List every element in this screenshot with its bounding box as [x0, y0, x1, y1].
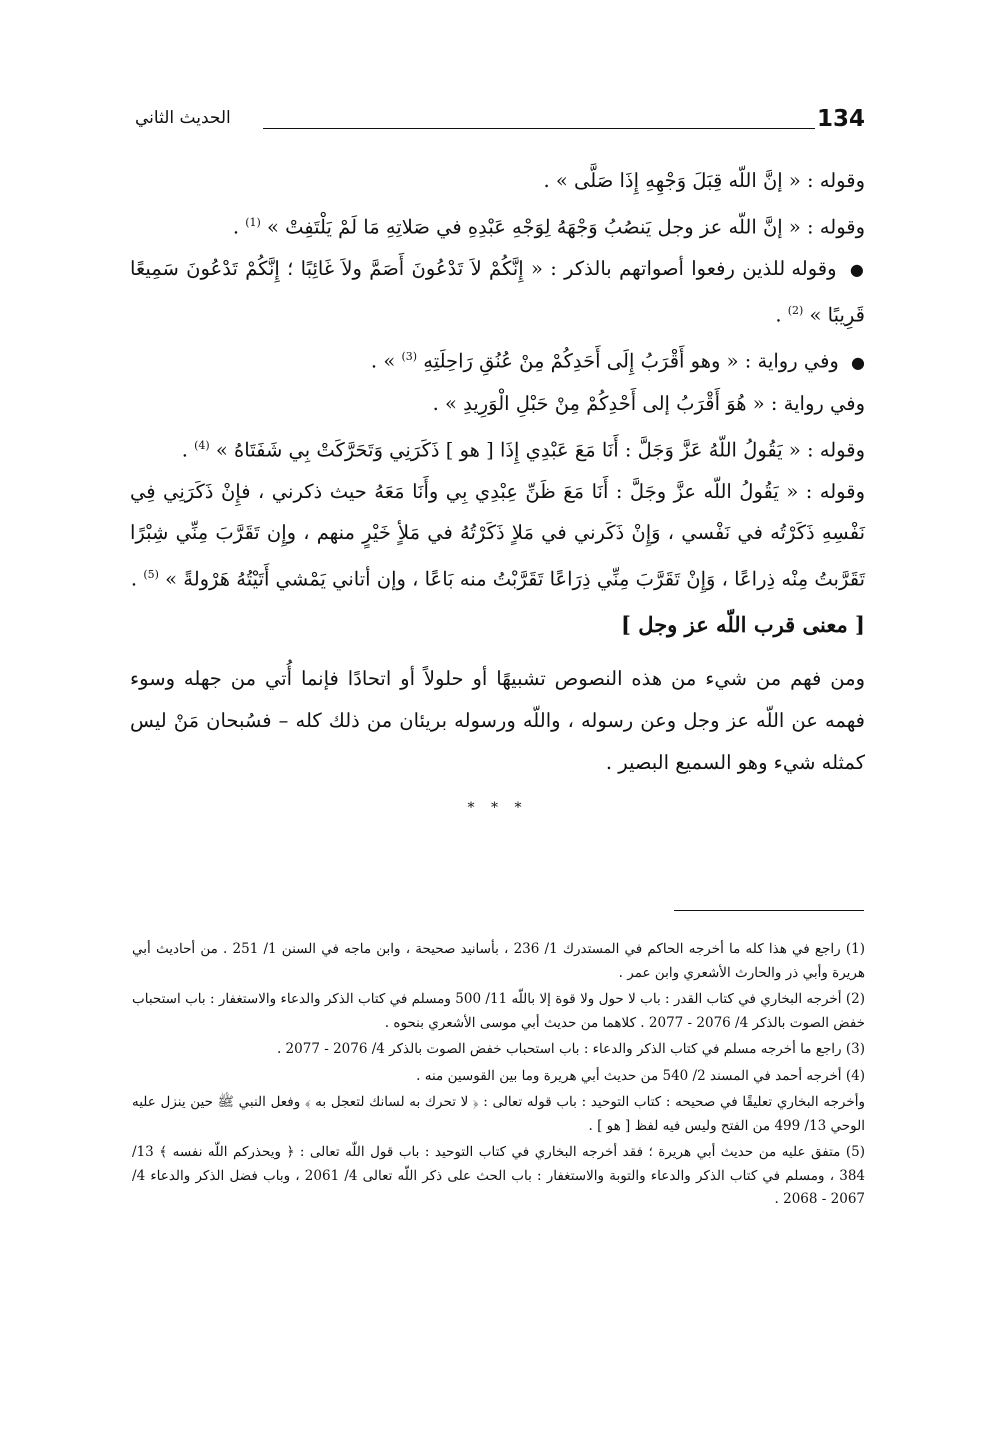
footnote-reference: (5) [143, 567, 159, 581]
header-rule [263, 128, 815, 129]
footnote: (3) راجع ما أخرجه مسلم في كتاب الذكر والدعاء : باب استحباب خفض الصوت بالذكر 4/ 2076 - 2077 . [276, 1041, 865, 1057]
footnote: وأخرجه البخاري تعليقًا في صحيحه : كتاب التوحيد : باب قوله تعالى : ﴿ لا تحرك به لسانك لتعجل به ﴾ وفعل النبي ﷺ حين ينزل عليه الوحي 13/ 499 من الفتح وليس فيه لفظ [ هو ] . [132, 1094, 865, 1134]
footnote-reference: (4) [194, 438, 210, 452]
paragraph: ومن فهم من شيء من هذه النصوص تشبيهًا أو حلولاً أو اتحادًا فإنما أُتي من جهله وسوء فهمه عن اللّه عز وجل وعن رسوله ، واللّه ورسوله بريئان من ذلك كله – فسُبحان مَنْ ليس كمثله شيء وهو السميع البصير . [130, 666, 865, 774]
footnote: (5) متفق عليه من حديث أبي هريرة ؛ فقد أخرجه البخاري في كتاب التوحيد : باب قول اللّه تعالى : ﴿ ويحذركم اللّه نفسه ﴾ 13/ 384 ، ومسلم في كتاب الذكر والدعاء والتوبة والاستغفار : باب الحث على ذكر اللّه تعالى 4/ 2061 ، وباب فضل الذكر والدعاء 4/ 2067 - 2068 . [132, 1144, 866, 1207]
footnote-reference: (1) [245, 215, 261, 229]
footnote: (4) أخرجه أحمد في المسند 2/ 540 من حديث أبي هريرة وما بين القوسين منه . [416, 1067, 865, 1084]
paragraph-text: وقوله : « يَقُولُ اللّه عزَّ وجَلَّ : أَنَا مَعَ ظَنِّ عِبْدِي بِي وأَنَا مَعَهُ حيث ذكرني ، فإِنْ ذَكَرَنِي فِي نَفْسِهِ ذَكَرْتُه في نَفْسي ، وَإِنْ ذَكَرني في مَلاٍ ذَكَرْتُهُ في مَلأٍ خَيْرٍ منهم ، وإِن تَقَرَّبَ مِنِّي شِبْرًا تَقَرَّبتُ مِنْه ذِراعًا ، وَإِنْ تَقَرَّبَ مِنِّي ذِرَاعًا تَقَرَّبْتُ منه بَاعًا ، وإن أتاني يَمْشي أَتَيْتُهُ هَرْولةً » [130, 479, 865, 590]
paragraph-text: وقوله للذين رفعوا أصواتهم بالذكر : « إِنَّكُمْ لاَ تَدْعُونَ أَصَمَّ ولاَ غَائِبًا ؛ إِنَّكُمْ تَدْعُونَ سَمِيعًا قَرِيبًا » [130, 256, 865, 327]
paragraph: ● وقوله للذين رفعوا أصواتهم بالذكر : « إِنَّكُمْ لاَ تَدْعُونَ أَصَمَّ ولاَ غَائِبًا ؛ إِنَّكُمْ تَدْعُونَ سَمِيعًا قَرِيبًا » $^{(2)}$ . [130, 256, 865, 327]
paragraph-text: وفي رواية : « وهو أَقْرَبُ إِلَى أَحَدِكُمْ مِنْ عُنُقِ رَاحِلَتِهِ [423, 349, 839, 373]
section-separator: * * * [467, 799, 528, 816]
paragraph: وقوله : « يَقُولُ اللّه عزَّ وجَلَّ : أَنَا مَعَ ظَنِّ عِبْدِي بِي وأَنَا مَعَهُ حيث ذكرني ، فإِنْ ذَكَرَنِي فِي نَفْسِهِ ذَكَرْتُه في نَفْسي ، وَإِنْ ذَكَرني في مَلاٍ ذَكَرْتُهُ في مَلأٍ خَيْرٍ منهم ، وإِن تَقَرَّبَ مِنِّي شِبْرًا تَقَرَّبتُ مِنْه ذِراعًا ، وَإِنْ تَقَرَّبَ مِنِّي ذِرَاعًا تَقَرَّبْتُ منه بَاعًا ، وإن أتاني يَمْشي أَتَيْتُهُ هَرْولةً » $^{(5)}$ . [130, 479, 865, 590]
paragraph: وقوله : « إنَّ اللّه قِبَلَ وَجْهِهِ إِذَا صَلَّى » . [543, 169, 865, 192]
footnote-rule [674, 910, 864, 911]
bullet-marker: ● [851, 352, 865, 372]
page-number: 134 [816, 106, 865, 132]
paragraph [130, 336, 865, 383]
paragraph: وقوله : « يَقُولُ اللّهُ عَزَّ وَجَلَّ : أَنَا مَعَ عَبْدِي إِذَا [ هو ] ذَكَرَنِي وَتَحَرَّكَتْ بِي شَفَتَاهُ » $^{(4)}$ . [181, 438, 865, 461]
paragraph-text: وقوله : « إنَّ اللّه عز وجل يَنصُبُ وَجْهَهُ لِوَجْهِ عَبْدِهِ في صَلاتِهِ مَا لَمْ يَلْتَفِتْ » [267, 215, 865, 238]
bullet-marker: ● [849, 259, 865, 279]
footnote-reference: (3) [401, 350, 418, 363]
main-text [130, 160, 865, 816]
paragraph-text: وقوله : « يَقُولُ اللّهُ عَزَّ وَجَلَّ : أَنَا مَعَ عَبْدِي إِذَا [ هو ] ذَكَرَنِي وَتَحَرَّكَتْ بِي شَفَتَاهُ » [215, 438, 865, 461]
footnote-reference: (2) [787, 304, 804, 317]
footnote: (2) أخرجه البخاري في كتاب القدر : باب لا حول ولا قوة إلا باللّه 11/ 500 ومسلم في كتاب الذكر والدعاء والاستغفار : باب استحباب خفض الصوت بالذكر 4/ 2076 - 2077 . كلاهما من حديث أبي موسى الأشعري بنحوه . [132, 991, 866, 1031]
paragraph-text: » . [370, 349, 396, 373]
section-heading: [ معنى قرب اللّه عز وجل ] [621, 611, 865, 637]
paragraph: وفي رواية : « هُوَ أَقْرَبُ إلى أَحْدِكُمْ مِنْ حَبْلِ الْوَرِيدِ » . [432, 392, 865, 415]
footnotes [132, 938, 865, 1215]
running-header [135, 106, 865, 146]
running-title: الحديث الثاني [135, 108, 231, 128]
paragraph: وقوله : « إنَّ اللّه عز وجل يَنصُبُ وَجْهَهُ لِوَجْهِ عَبْدِهِ في صَلاتِهِ مَا لَمْ يَلْتَفِتْ » $^{(1)}$ . [232, 215, 865, 238]
footnote: (1) راجع في هذا كله ما أخرجه الحاكم في المستدرك 1/ 236 ، بأسانيد صحيحة ، وابن ماجه في السنن 1/ 251 . من أحاديث أبي هريرة وأبي ذر والحارث الأشعري وابن عمر . [132, 941, 865, 981]
